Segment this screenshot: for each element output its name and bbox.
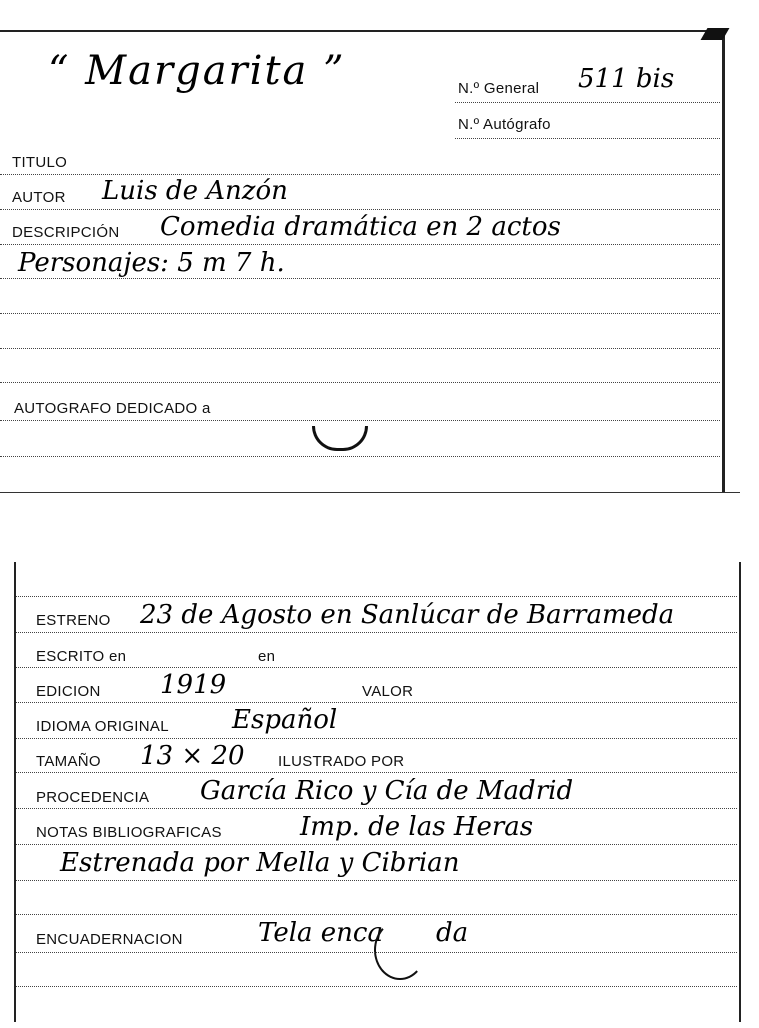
card-corner-mark (701, 28, 730, 40)
tamano-value: 13 × 20 (140, 741, 245, 771)
title-handwritten: “ Margarita ” (48, 48, 346, 94)
estreno-value: 23 de Agosto en Sanlúcar de Barrameda (140, 600, 675, 630)
autor-value: Luis de Anzón (102, 176, 288, 206)
idioma-value: Español (232, 705, 338, 735)
titulo-label: TITULO (12, 154, 68, 171)
notas-label: NOTAS BIBLIOGRAFICAS (36, 824, 222, 841)
rule-autor (0, 209, 720, 210)
edicion-value: 1919 (160, 670, 227, 700)
rule-tamano (16, 772, 737, 773)
tamano-label: TAMAÑO (36, 753, 101, 770)
rule-numero-general (455, 102, 720, 103)
autografo-dedicado-label: AUTOGRAFO DEDICADO a (14, 400, 211, 417)
rule-autografo (0, 420, 720, 421)
punch-hole-mark-bottom (374, 920, 426, 980)
valor-label: VALOR (362, 683, 414, 700)
card-divider (0, 492, 740, 493)
rule-notas (16, 844, 737, 845)
rule-bottom (0, 456, 720, 457)
rule-titulo (0, 174, 720, 175)
rule-idioma (16, 738, 737, 739)
encuadernacion-value: Tela enca (258, 918, 383, 948)
descripcion-value: Comedia dramática en 2 actos (160, 212, 561, 242)
rule-notas-2 (16, 880, 737, 881)
numero-general-label: N.º General (458, 80, 540, 97)
ilustrado-label: ILUSTRADO POR (278, 753, 405, 770)
rule-blank-3b (16, 914, 737, 915)
rule-final (16, 986, 737, 987)
encuadernacion-value-2: da (436, 918, 469, 948)
autor-label: AUTOR (12, 189, 66, 206)
personajes-value: Personajes: 5 m 7 h. (18, 248, 285, 278)
estreno-label: ESTRENO (36, 612, 111, 629)
rule-escrito (16, 667, 737, 668)
rule-estreno (16, 632, 737, 633)
rule-blank-1 (0, 313, 720, 314)
encuadernacion-label: ENCUADERNACION (36, 931, 183, 948)
notas-value-line-2: Estrenada por Mella y Cibrian (60, 848, 460, 878)
escrito-en-label: en (258, 648, 276, 665)
rule-blank-3 (0, 382, 720, 383)
descripcion-label: DESCRIPCIÓN (12, 224, 120, 241)
notas-value: Imp. de las Heras (300, 812, 534, 842)
rule-personajes (0, 278, 720, 279)
rule-numero-autografo (455, 138, 720, 139)
edicion-label: EDICION (36, 683, 101, 700)
rule-edicion (16, 702, 737, 703)
escrito-label: ESCRITO en (36, 648, 127, 665)
numero-general-value: 511 bis (578, 64, 675, 94)
numero-autografo-label: N.º Autógrafo (458, 116, 551, 133)
idioma-label: IDIOMA ORIGINAL (36, 718, 169, 735)
rule-descripcion (0, 244, 720, 245)
rule-blank-bottom (16, 596, 737, 597)
procedencia-value: García Rico y Cía de Madrid (200, 776, 574, 806)
procedencia-label: PROCEDENCIA (36, 789, 150, 806)
rule-blank-2 (0, 348, 720, 349)
rule-encuadernacion (16, 952, 737, 953)
rule-procedencia (16, 808, 737, 809)
